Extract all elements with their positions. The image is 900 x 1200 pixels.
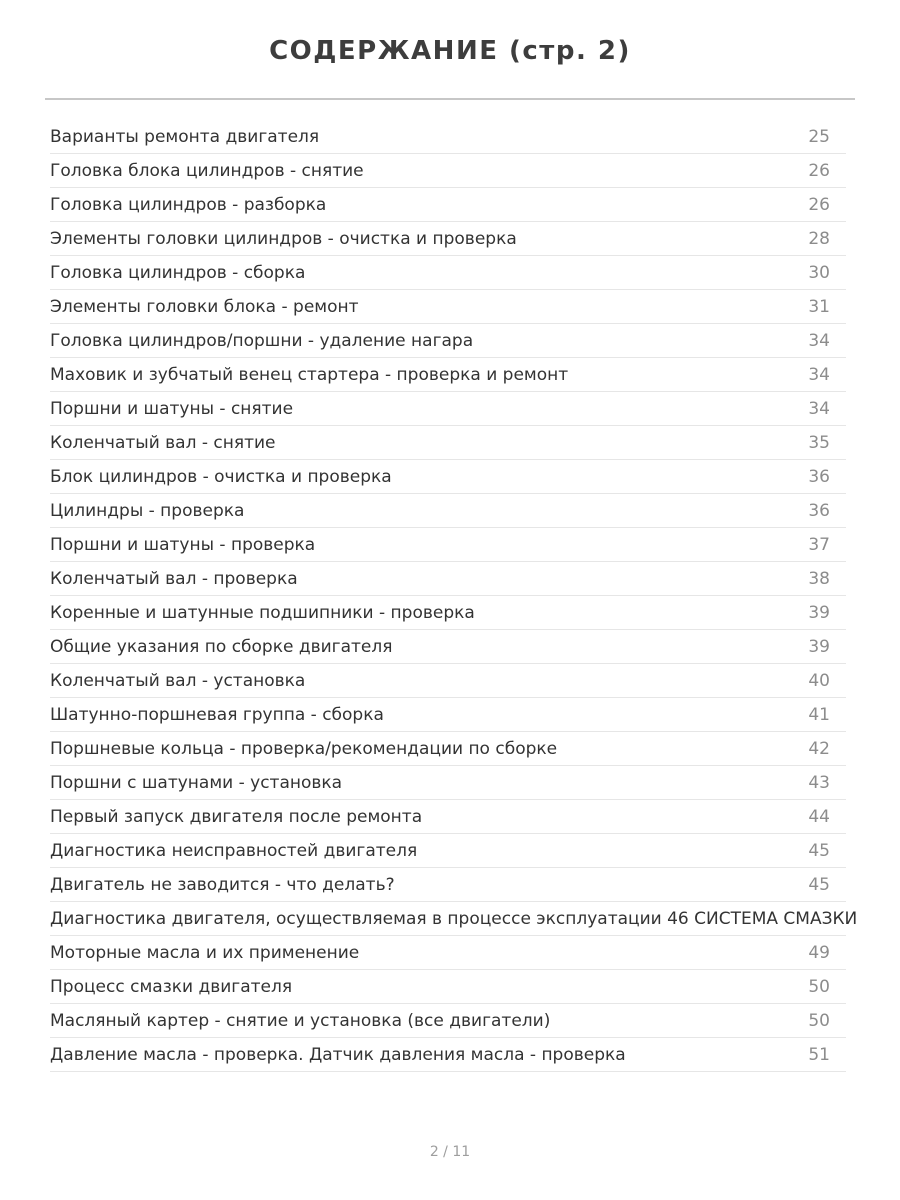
toc-row — [50, 630, 846, 664]
toc-row — [50, 936, 846, 970]
toc-row — [50, 460, 846, 494]
toc-entry-page: 43 — [808, 772, 830, 793]
toc-row — [50, 902, 858, 936]
toc-row — [50, 188, 846, 222]
toc-entry-label: Общие указания по сборке двигателя — [50, 636, 393, 657]
toc-entry-page: 37 — [808, 534, 830, 555]
toc-entry-page: 34 — [808, 398, 830, 419]
toc-entry-label: Диагностика двигателя, осуществляемая в процессе эксплуатации 46 СИСТЕМА СМАЗКИ — [50, 908, 858, 929]
toc-row — [50, 324, 846, 358]
toc-row — [50, 766, 846, 800]
toc-entry-label: Маховик и зубчатый венец стартера - проверка и ремонт — [50, 364, 569, 385]
toc-entry-page: 36 — [808, 466, 830, 487]
toc-row — [50, 494, 846, 528]
toc-entry-label: Коленчатый вал - установка — [50, 670, 306, 691]
toc-entry-label: Процесс смазки двигателя — [50, 976, 293, 997]
toc-entry-label: Коленчатый вал - проверка — [50, 568, 298, 589]
toc-row — [50, 426, 846, 460]
toc-entry-label: Первый запуск двигателя после ремонта — [50, 806, 423, 827]
toc-entry-page: 41 — [808, 704, 830, 725]
toc-row — [50, 698, 846, 732]
toc-entry-label: Головка цилиндров - разборка — [50, 194, 327, 215]
toc-row — [50, 392, 846, 426]
toc-entry-page: 40 — [808, 670, 830, 691]
toc-row — [50, 868, 846, 902]
toc-entry-page: 26 — [808, 194, 830, 215]
toc-entry-page: 51 — [808, 1044, 830, 1065]
toc-entry-page: 28 — [808, 228, 830, 249]
toc-row — [50, 222, 846, 256]
toc-row — [50, 596, 846, 630]
toc-entry-label: Коренные и шатунные подшипники - проверка — [50, 602, 475, 623]
toc-row — [50, 290, 846, 324]
toc-row — [50, 154, 846, 188]
toc-entry-page: 44 — [808, 806, 830, 827]
toc-row — [50, 970, 846, 1004]
title-divider — [45, 98, 855, 100]
toc-entry-page: 50 — [808, 976, 830, 997]
toc-entry-label: Диагностика неисправностей двигателя — [50, 840, 418, 861]
toc-entry-page: 45 — [808, 874, 830, 895]
toc-entry-label: Поршни и шатуны - снятие — [50, 398, 294, 419]
toc-entry-page: 50 — [808, 1010, 830, 1031]
toc-entry-page: 45 — [808, 840, 830, 861]
toc-entry-page: 36 — [808, 500, 830, 521]
toc-entry-label: Давление масла - проверка. Датчик давления масла - проверка — [50, 1044, 626, 1065]
toc-entry-page: 31 — [808, 296, 830, 317]
toc-row — [50, 800, 846, 834]
toc-row — [50, 834, 846, 868]
toc-entry-label: Поршни и шатуны - проверка — [50, 534, 316, 555]
toc-entry-page: 34 — [808, 364, 830, 385]
toc-row — [50, 120, 846, 154]
toc-entry-page: 35 — [808, 432, 830, 453]
toc-row — [50, 528, 846, 562]
toc-entry-page: 38 — [808, 568, 830, 589]
toc-entry-page: 42 — [808, 738, 830, 759]
toc-entry-label: Элементы головки цилиндров - очистка и проверка — [50, 228, 517, 249]
toc-list — [50, 120, 858, 1072]
toc-entry-label: Моторные масла и их применение — [50, 942, 360, 963]
toc-entry-label: Головка цилиндров - сборка — [50, 262, 306, 283]
toc-entry-label: Поршни с шатунами - установка — [50, 772, 343, 793]
toc-entry-label: Шатунно-поршневая группа - сборка — [50, 704, 384, 725]
toc-entry-page: 26 — [808, 160, 830, 181]
toc-entry-label: Коленчатый вал - снятие — [50, 432, 276, 453]
toc-entry-label: Двигатель не заводится - что делать? — [50, 874, 395, 895]
toc-row — [50, 562, 846, 596]
toc-entry-label: Блок цилиндров - очистка и проверка — [50, 466, 392, 487]
toc-entry-page: 39 — [808, 636, 830, 657]
toc-row — [50, 732, 846, 766]
toc-entry-label: Головка цилиндров/поршни - удаление нагара — [50, 330, 474, 351]
toc-entry-page: 49 — [808, 942, 830, 963]
toc-entry-label: Головка блока цилиндров - снятие — [50, 160, 364, 181]
page-indicator: 2 / 11 — [429, 1144, 471, 1160]
toc-entry-page: 25 — [808, 126, 830, 147]
toc-entry-label: Поршневые кольца - проверка/рекомендации по сборке — [50, 738, 558, 759]
toc-row — [50, 664, 846, 698]
page-title: СОДЕРЖАНИЕ (стр. 2) — [269, 36, 631, 66]
toc-entry-page: 39 — [808, 602, 830, 623]
toc-entry-label: Масляный картер - снятие и установка (все двигатели) — [50, 1010, 551, 1031]
toc-row — [50, 256, 846, 290]
toc-entry-page: 30 — [808, 262, 830, 283]
toc-entry-label: Варианты ремонта двигателя — [50, 126, 320, 147]
toc-row — [50, 1004, 846, 1038]
toc-entry-label: Цилиндры - проверка — [50, 500, 245, 521]
toc-row — [50, 358, 846, 392]
toc-row — [50, 1038, 846, 1072]
toc-entry-label: Элементы головки блока - ремонт — [50, 296, 359, 317]
toc-entry-page: 34 — [808, 330, 830, 351]
